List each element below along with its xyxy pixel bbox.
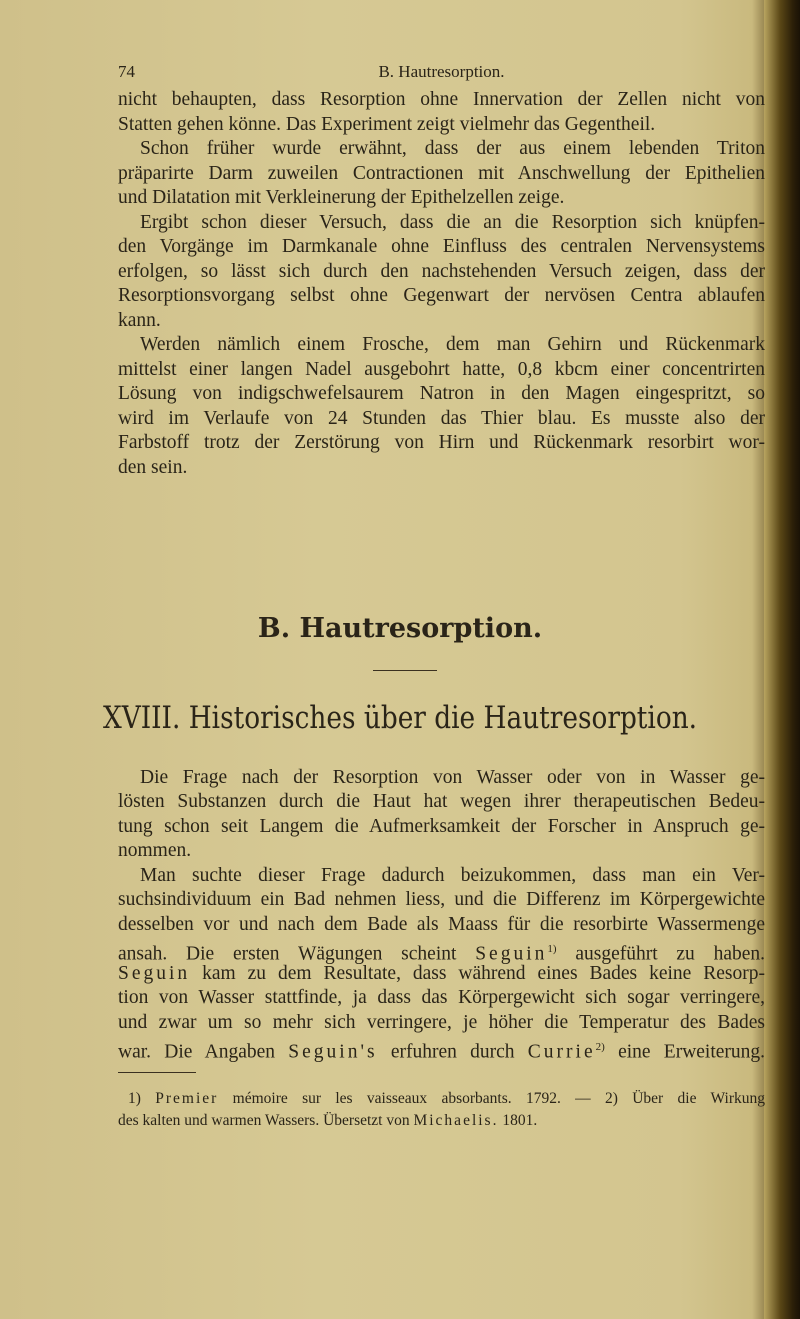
section-heading: B. Hautresorption. — [257, 613, 543, 644]
footnote-text: des kalten und warmen Wassers. Übersetzt von — [118, 1112, 410, 1129]
text-line: tung schon seit Langem die Aufmerksamkeit der Forscher in Anspruch ge- — [118, 816, 765, 837]
text-line: desselben vor und nach dem Bade als Maass für die resorbirte Wassermenge — [118, 914, 765, 935]
text-line: Farbstoff trotz der Zerstörung von Hirn und Rückenmark resorbirt wor- — [118, 432, 765, 453]
footnote-text: Über die Wirkung — [632, 1090, 766, 1107]
footnote-ref: 2) — [595, 1041, 605, 1053]
divider — [373, 670, 437, 671]
footnote-line — [128, 1088, 765, 1109]
text-line: Resorptionsvorgang selbst ohne Gegenwart der nervösen Centra ablaufen — [118, 285, 765, 306]
book-spine-edge — [764, 0, 800, 1319]
text-line: suchsindividuum ein Bad nehmen liess, und die Differenz im Körpergewichte — [118, 889, 765, 910]
text-line: und zwar um so mehr sich verringere, je höher die Temperatur des Bades — [118, 1012, 765, 1033]
footnote-text: mémoire sur les vaisseaux absorbants. 1792. — — [232, 1090, 591, 1107]
text-line: Lösung von indigschwefelsaurem Natron in den Magen eingespritzt, so — [118, 383, 765, 404]
author-name: Seguin's — [288, 1041, 378, 1063]
author-name: Currie — [527, 1041, 596, 1063]
text-span: kam zu dem Resultate, dass während eines Bades keine Resorp- — [202, 963, 765, 984]
author-name: Seguin — [475, 943, 548, 965]
footnote-number: 2) — [604, 1090, 618, 1107]
text-line: tion von Wasser stattfinde, ja dass das Körpergewicht sich sogar verringere, — [118, 987, 765, 1008]
text-line: erfolgen, so lässt sich durch den nachstehenden Versuch zeigen, dass der — [118, 261, 765, 282]
text-span: ausgeführt zu haben. — [575, 943, 766, 965]
text-line: nommen. — [118, 840, 192, 861]
text-line: Werden nämlich einem Frosche, dem man Gehirn und Rückenmark — [140, 334, 765, 355]
text-line — [118, 1035, 765, 1065]
text-span: erfuhren durch — [390, 1041, 515, 1063]
footnote-line — [118, 1110, 765, 1131]
footnote-ref: 1) — [547, 943, 557, 955]
footnote-divider — [118, 1072, 196, 1073]
text-line: lösten Substanzen durch die Haut hat wegen ihrer therapeutischen Bedeu- — [118, 791, 765, 812]
text-line: Ergibt schon dieser Versuch, dass die an die Resorption sich knüpfen- — [140, 212, 765, 233]
text-line — [118, 962, 765, 986]
footnote-text: 1801. — [502, 1112, 538, 1129]
text-span: war. Die Angaben — [118, 1041, 276, 1063]
text-line: nicht behaupten, dass Resorption ohne Innervation der Zellen nicht von — [118, 89, 765, 110]
author-name: Seguin — [118, 963, 191, 984]
footnote-author: Michaelis. — [413, 1112, 499, 1129]
text-line: und Dilatation mit Verkleinerung der Epithelzellen zeige. — [118, 187, 565, 208]
text-line: Die Frage nach der Resorption von Wasser oder von in Wasser ge- — [140, 767, 765, 788]
text-line: wird im Verlaufe von 24 Stunden das Thier blau. Es musste also der — [118, 408, 765, 429]
running-title: B. Hautresorption. — [378, 62, 505, 81]
text-line: Schon früher wurde erwähnt, dass der aus einem lebenden Triton — [140, 138, 765, 159]
text-line: den sein. — [118, 457, 188, 478]
text-line: Statten gehen könne. Das Experiment zeigt vielmehr das Gegentheil. — [118, 114, 656, 135]
text-line: mittelst einer langen Nadel ausgebohrt hatte, 0,8 kbcm einer concentrirten — [118, 359, 765, 380]
page-number: 74 — [118, 62, 135, 81]
text-line: den Vorgänge im Darmkanale ohne Einfluss des centralen Nervensystems — [118, 236, 765, 257]
footnote-number: 1) — [128, 1090, 141, 1107]
text-span: eine Erweiterung. — [618, 1041, 766, 1063]
text-line: kann. — [118, 310, 161, 331]
text-line: Man suchte dieser Frage dadurch beizukommen, dass man ein Ver- — [140, 865, 765, 886]
text-span: ansah. Die ersten Wägungen scheint — [118, 943, 457, 965]
text-line: präparirte Darm zuweilen Contractionen mit Anschwellung der Epithelien — [118, 163, 765, 184]
footnote-author: Premier — [155, 1090, 219, 1107]
chapter-heading: XVIII. Historisches über die Hautresorption. — [102, 700, 698, 736]
